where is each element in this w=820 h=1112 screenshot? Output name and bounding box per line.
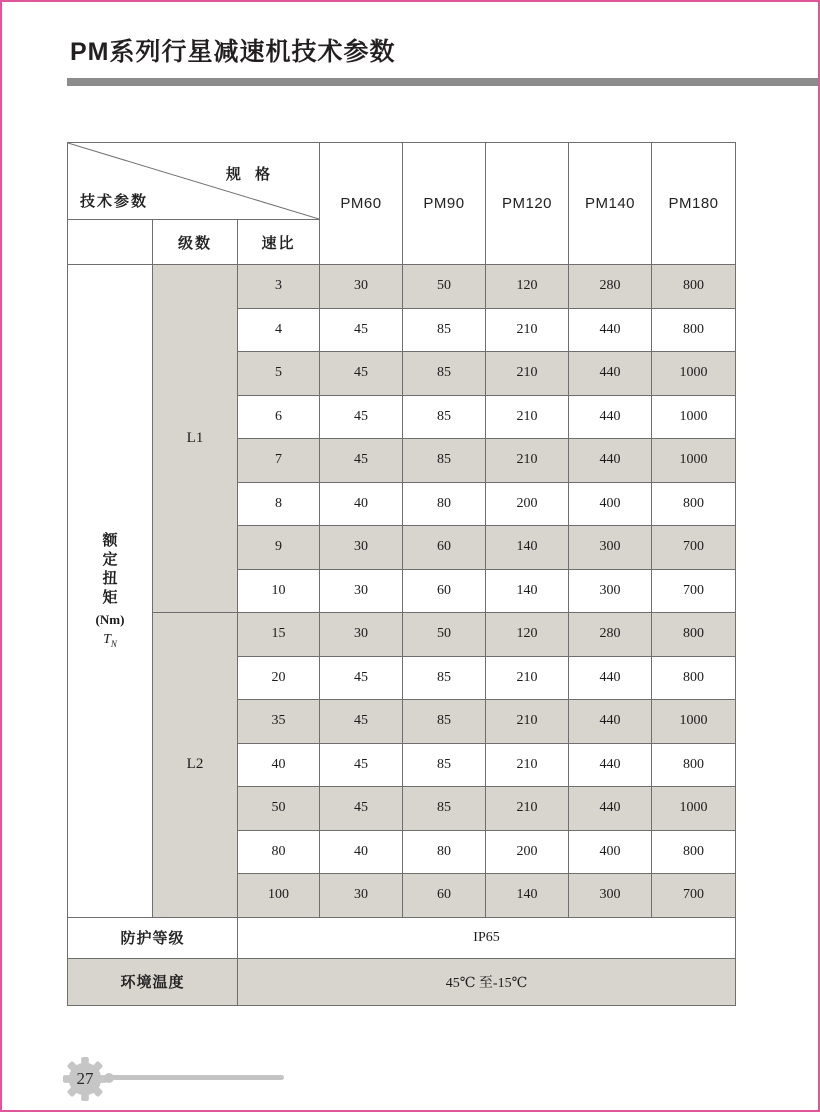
value-cell: 45	[320, 656, 403, 700]
value-cell: 440	[569, 743, 652, 787]
page-number: 27	[76, 1069, 94, 1088]
table-row	[68, 265, 736, 309]
value-cell: 800	[652, 308, 736, 352]
stage-cell-l2: L2	[153, 613, 238, 918]
value-cell: 210	[486, 656, 569, 700]
temperature-value: 45℃ 至-15℃	[238, 958, 736, 1005]
blank-header-cell	[68, 220, 153, 265]
value-cell: 1000	[652, 395, 736, 439]
column-header-pm120: PM120	[486, 143, 569, 265]
value-cell: 30	[320, 265, 403, 309]
value-cell: 1000	[652, 352, 736, 396]
column-header-pm90: PM90	[403, 143, 486, 265]
value-cell: 300	[569, 569, 652, 613]
value-cell: 800	[652, 830, 736, 874]
title-rule	[67, 78, 818, 86]
page-title: PM系列行星减速机技术参数	[70, 38, 396, 66]
value-cell: 50	[403, 265, 486, 309]
value-cell: 30	[320, 569, 403, 613]
ratio-cell: 6	[238, 395, 320, 439]
value-cell: 400	[569, 830, 652, 874]
value-cell: 120	[486, 613, 569, 657]
spec-corner-label: 规 格	[225, 166, 276, 183]
stage-header: 级数	[153, 220, 238, 265]
column-header-pm60: PM60	[320, 143, 403, 265]
value-cell: 40	[320, 482, 403, 526]
value-cell: 210	[486, 352, 569, 396]
value-cell: 300	[569, 526, 652, 570]
value-cell: 85	[403, 395, 486, 439]
value-cell: 85	[403, 352, 486, 396]
value-cell: 800	[652, 265, 736, 309]
ratio-cell: 80	[238, 830, 320, 874]
value-cell: 800	[652, 613, 736, 657]
value-cell: 30	[320, 526, 403, 570]
params-corner-label: 技术参数	[80, 193, 149, 210]
value-cell: 440	[569, 656, 652, 700]
value-cell: 60	[403, 569, 486, 613]
value-cell: 210	[486, 395, 569, 439]
column-header-pm180: PM180	[652, 143, 736, 265]
value-cell: 50	[403, 613, 486, 657]
value-cell: 45	[320, 308, 403, 352]
ratio-cell: 5	[238, 352, 320, 396]
value-cell: 80	[403, 830, 486, 874]
value-cell: 85	[403, 656, 486, 700]
ratio-cell: 15	[238, 613, 320, 657]
ratio-cell: 100	[238, 874, 320, 918]
ratio-cell: 4	[238, 308, 320, 352]
value-cell: 440	[569, 395, 652, 439]
value-cell: 210	[486, 787, 569, 831]
value-cell: 120	[486, 265, 569, 309]
value-cell: 45	[320, 352, 403, 396]
ratio-cell: 8	[238, 482, 320, 526]
protection-row	[68, 917, 736, 958]
diagonal-header-cell	[68, 143, 320, 220]
value-cell: 45	[320, 743, 403, 787]
ratio-cell: 9	[238, 526, 320, 570]
value-cell: 700	[652, 569, 736, 613]
protection-label: 防护等级	[68, 917, 238, 958]
table-row	[68, 613, 736, 657]
ratio-cell: 7	[238, 439, 320, 483]
value-cell: 210	[486, 439, 569, 483]
table-body	[68, 265, 736, 918]
value-cell: 45	[320, 700, 403, 744]
value-cell: 280	[569, 613, 652, 657]
value-cell: 140	[486, 569, 569, 613]
value-cell: 85	[403, 787, 486, 831]
ratio-cell: 50	[238, 787, 320, 831]
value-cell: 400	[569, 482, 652, 526]
stage-cell-l1: L1	[153, 265, 238, 613]
value-cell: 45	[320, 395, 403, 439]
value-cell: 440	[569, 700, 652, 744]
value-cell: 1000	[652, 700, 736, 744]
value-cell: 45	[320, 439, 403, 483]
value-cell: 210	[486, 308, 569, 352]
value-cell: 200	[486, 482, 569, 526]
ratio-cell: 40	[238, 743, 320, 787]
value-cell: 30	[320, 874, 403, 918]
ratio-cell: 10	[238, 569, 320, 613]
value-cell: 280	[569, 265, 652, 309]
value-cell: 85	[403, 439, 486, 483]
protection-value: IP65	[238, 917, 736, 958]
ratio-cell: 3	[238, 265, 320, 309]
value-cell: 210	[486, 700, 569, 744]
value-cell: 1000	[652, 439, 736, 483]
temperature-label: 环境温度	[68, 958, 238, 1005]
value-cell: 40	[320, 830, 403, 874]
value-cell: 80	[403, 482, 486, 526]
column-header-pm140: PM140	[569, 143, 652, 265]
value-cell: 440	[569, 308, 652, 352]
value-cell: 60	[403, 526, 486, 570]
ratio-header: 速比	[238, 220, 320, 265]
torque-label-cell: 额 定 扭 矩 (Nm) $T_N$	[68, 265, 153, 918]
value-cell: 140	[486, 874, 569, 918]
value-cell: 440	[569, 352, 652, 396]
value-cell: 800	[652, 656, 736, 700]
value-cell: 440	[569, 439, 652, 483]
value-cell: 60	[403, 874, 486, 918]
value-cell: 300	[569, 874, 652, 918]
footer-line	[109, 1075, 284, 1080]
temperature-row	[68, 958, 736, 1005]
value-cell: 85	[403, 308, 486, 352]
value-cell: 800	[652, 743, 736, 787]
value-cell: 800	[652, 482, 736, 526]
value-cell: 30	[320, 613, 403, 657]
value-cell: 45	[320, 787, 403, 831]
value-cell: 700	[652, 526, 736, 570]
value-cell: 1000	[652, 787, 736, 831]
ratio-cell: 35	[238, 700, 320, 744]
value-cell: 85	[403, 700, 486, 744]
value-cell: 200	[486, 830, 569, 874]
ratio-cell: 20	[238, 656, 320, 700]
spec-table	[67, 142, 736, 1006]
value-cell: 700	[652, 874, 736, 918]
value-cell: 140	[486, 526, 569, 570]
value-cell: 85	[403, 743, 486, 787]
value-cell: 210	[486, 743, 569, 787]
header-row-1	[68, 143, 736, 220]
value-cell: 440	[569, 787, 652, 831]
